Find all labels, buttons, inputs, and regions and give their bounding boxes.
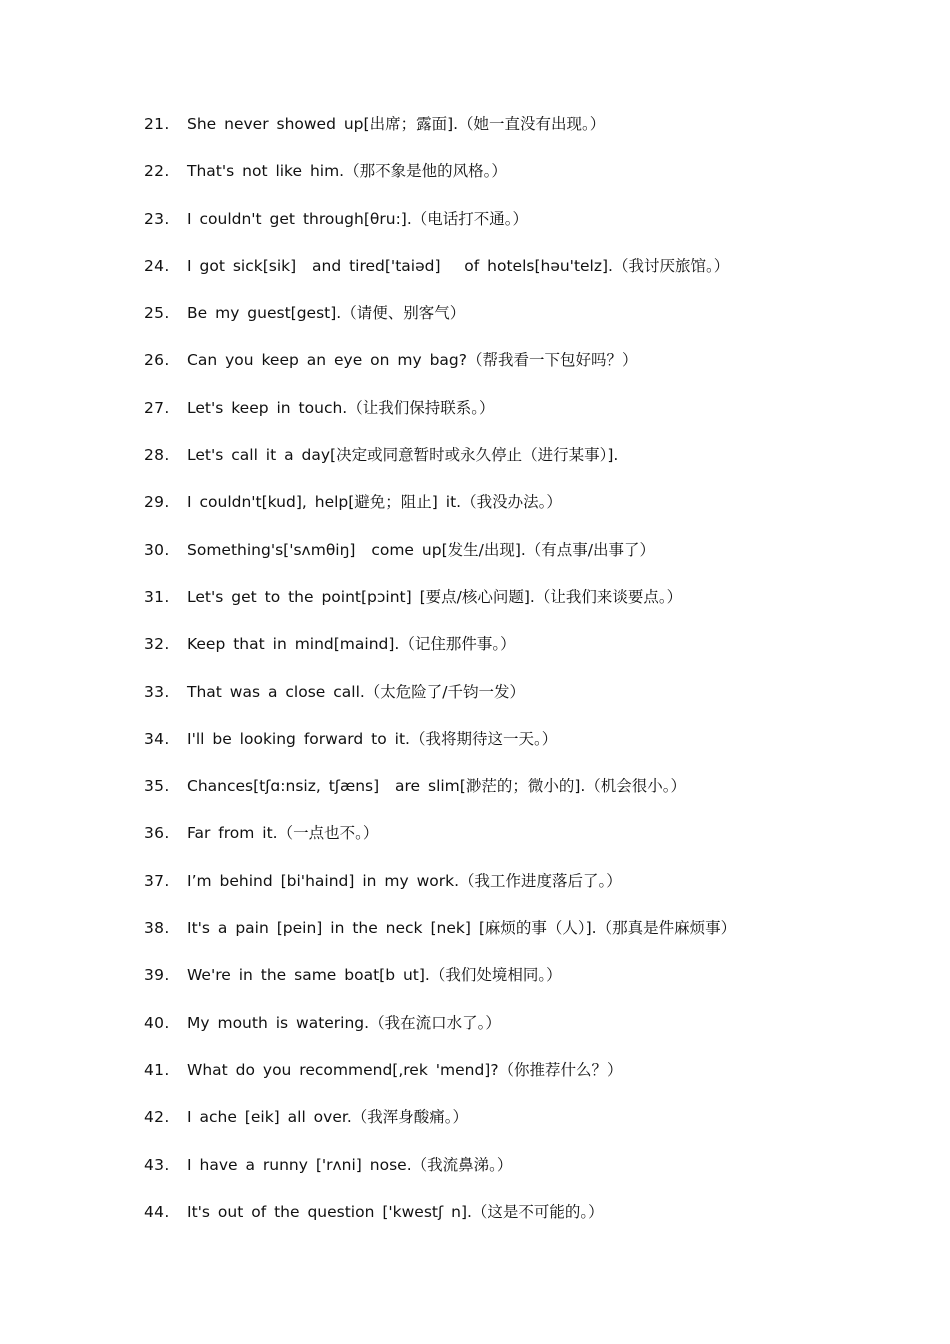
list-item <box>0 340 950 387</box>
item-text: I ache [eik] all over.（我浑身酸痛。） <box>187 1108 469 1127</box>
item-number: 39. <box>144 966 170 985</box>
phrase-list <box>0 104 950 1239</box>
item-number: 31. <box>144 587 170 606</box>
item-text: Far from it.（一点也不。） <box>187 824 379 843</box>
list-item <box>0 1145 950 1192</box>
item-number: 23. <box>144 209 170 228</box>
list-item <box>0 577 950 624</box>
list-item <box>0 1192 950 1239</box>
list-item <box>0 1003 950 1050</box>
item-text: Chances[tʃɑ:nsiz, tʃæns] are slim[渺茫的；微小的].（机会很小。） <box>187 777 687 796</box>
item-text: Let's get to the point[pɔint] [要点/核心问题].（让我们来谈要点。） <box>187 587 683 606</box>
item-number: 43. <box>144 1155 170 1174</box>
item-number: 24. <box>144 256 170 275</box>
item-text: Let's keep in touch.（让我们保持联系。） <box>187 398 495 417</box>
item-text: I got sick[sik] and tired['taiəd] of hotels[həu'telz].（我讨厌旅馆。） <box>187 256 730 275</box>
list-item <box>0 530 950 577</box>
list-item <box>0 246 950 293</box>
item-text: I have a runny ['rʌni] nose.（我流鼻涕。） <box>187 1155 513 1174</box>
item-number: 26. <box>144 351 170 370</box>
list-item <box>0 861 950 908</box>
item-number: 33. <box>144 682 170 701</box>
item-number: 37. <box>144 871 170 890</box>
list-item <box>0 1097 950 1144</box>
item-number: 34. <box>144 729 170 748</box>
item-number: 21. <box>144 115 170 133</box>
item-number: 35. <box>144 777 170 796</box>
item-text: I couldn't get through[θru:].（电话打不通。） <box>187 209 529 228</box>
list-item <box>0 766 950 813</box>
list-item <box>0 388 950 435</box>
item-number: 22. <box>144 162 170 181</box>
item-number: 42. <box>144 1108 170 1127</box>
list-item <box>0 482 950 529</box>
item-text: I'll be looking forward to it.（我将期待这一天。） <box>187 729 558 748</box>
item-text: Can you keep an eye on my bag?（帮我看一下包好吗？） <box>187 351 638 370</box>
list-item <box>0 151 950 198</box>
list-item <box>0 293 950 340</box>
item-text: That's not like him.（那不象是他的风格。） <box>187 162 507 181</box>
item-text: It's a pain [pein] in the neck [nek] [麻烦的事（人）].（那真是件麻烦事） <box>187 919 737 938</box>
item-number: 41. <box>144 1060 170 1079</box>
item-text: Let's call it a day[决定或同意暂时或永久停止（进行某事）]. <box>187 446 619 465</box>
list-item <box>0 813 950 860</box>
item-text: It's out of the question ['kwestʃ n].（这是不可能的。） <box>187 1202 604 1221</box>
item-number: 38. <box>144 919 170 938</box>
item-number: 40. <box>144 1013 170 1032</box>
item-text: That was a close call.（太危险了/千钧一发） <box>187 682 526 701</box>
list-item <box>0 624 950 671</box>
item-text: My mouth is watering.（我在流口水了。） <box>187 1013 501 1032</box>
item-text: What do you recommend[,rek 'mend]?（你推荐什么？） <box>187 1060 623 1079</box>
list-item <box>0 672 950 719</box>
item-number: 29. <box>144 493 170 512</box>
item-text: I’m behind [bi'haind] in my work.（我工作进度落后了。） <box>187 871 622 890</box>
item-number: 30. <box>144 540 170 559</box>
item-number: 28. <box>144 446 170 465</box>
item-text: We're in the same boat[b ut].（我们处境相同。） <box>187 966 562 985</box>
list-item <box>0 435 950 482</box>
list-item <box>0 104 950 151</box>
list-item <box>0 719 950 766</box>
item-text: Something's['sʌmθiŋ] come up[发生/出现].（有点事/出事了） <box>187 540 656 559</box>
list-item <box>0 908 950 955</box>
item-text: Keep that in mind[maind].（记住那件事。） <box>187 635 516 654</box>
item-number: 32. <box>144 635 170 654</box>
item-number: 27. <box>144 398 170 417</box>
item-text: I couldn't[kud], help[避免；阻止] it.（我没办法。） <box>187 493 562 512</box>
item-text: She never showed up[出席；露面].（她一直没有出现。） <box>187 115 606 133</box>
item-number: 25. <box>144 304 170 323</box>
list-item <box>0 199 950 246</box>
item-number: 44. <box>144 1202 170 1221</box>
list-item <box>0 1050 950 1097</box>
item-text: Be my guest[gest].（请便、别客气） <box>187 304 466 323</box>
list-item <box>0 955 950 1002</box>
item-number: 36. <box>144 824 170 843</box>
